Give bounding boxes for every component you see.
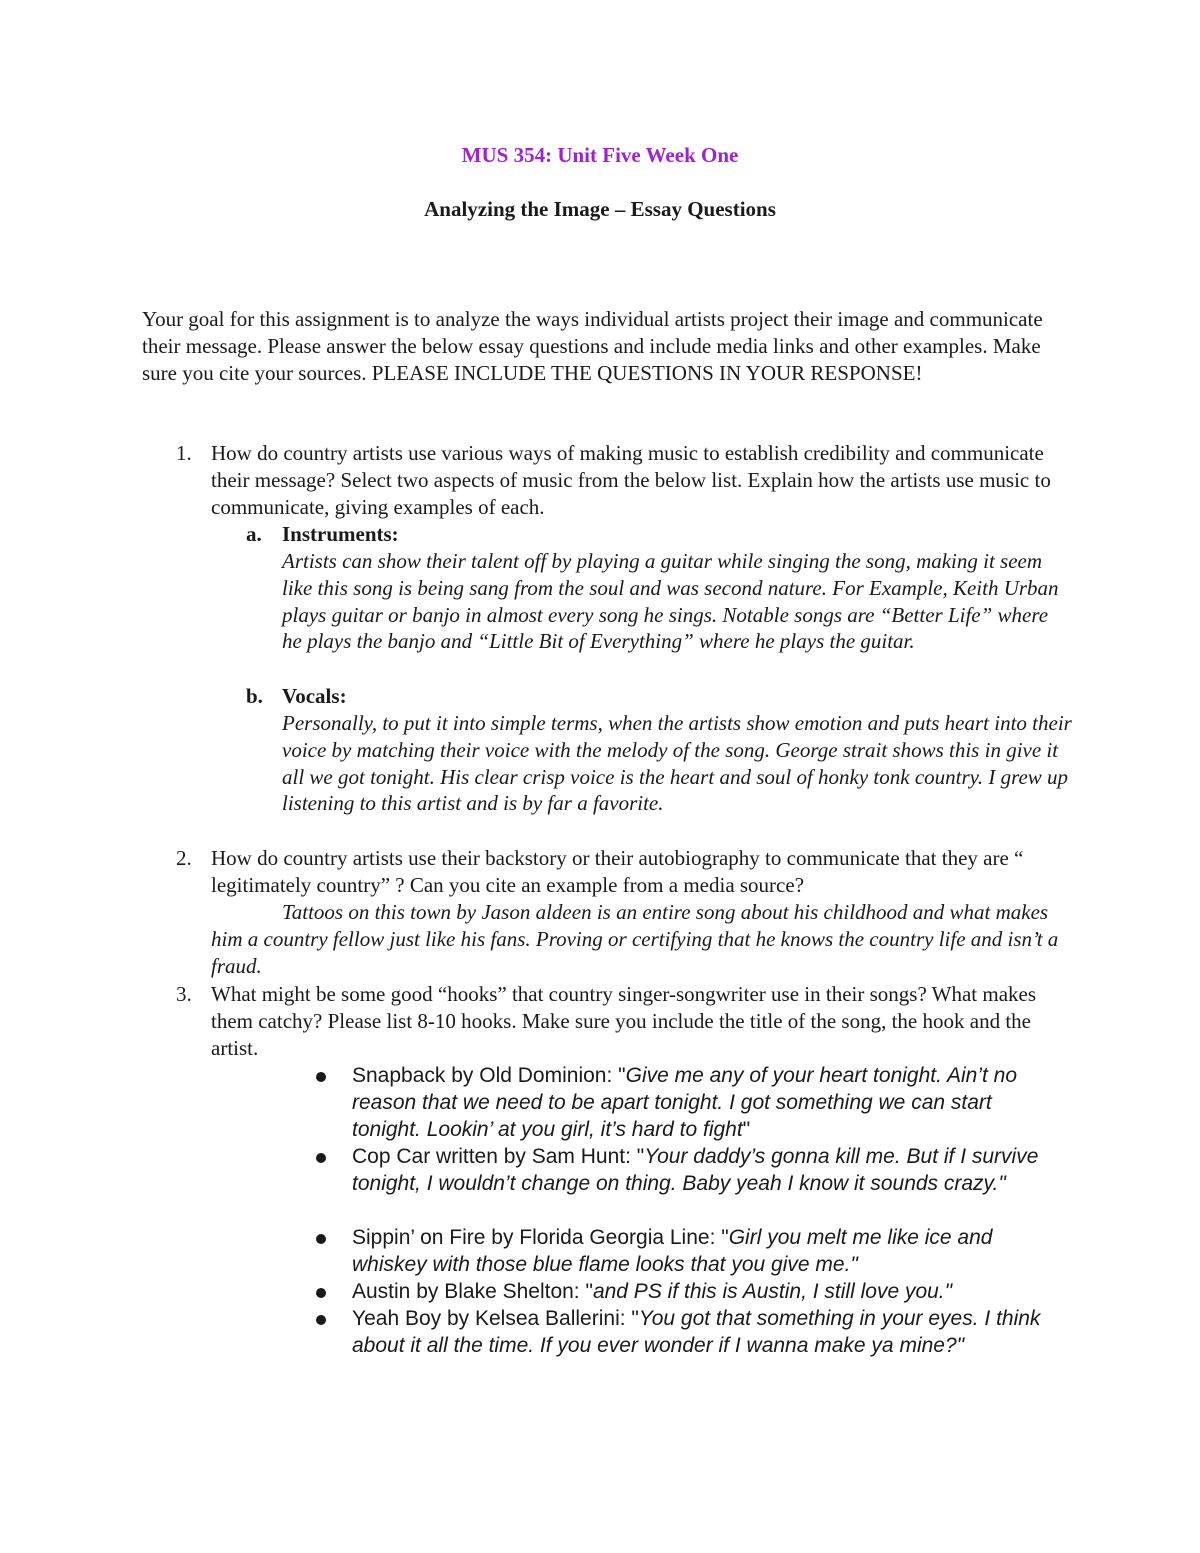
bullet-icon [316, 1234, 326, 1244]
intro-paragraph: Your goal for this assignment is to analyze the ways individual artists project their image and communicate their message. Please answer the below essay questions and include media links and other examples. Make sure you cite your sources. PLEASE INCLUDE THE QUESTIONS IN YOUR RESPONSE! [142, 307, 1043, 385]
question-text: What might be some good “hooks” that country singer-songwriter use in their songs? What makes them catchy? Please list 8-10 hooks. Make sure you include the title of the song, the hook and the artist. [211, 982, 1037, 1060]
sub-letter: a. [246, 522, 262, 546]
answer-text: Personally, to put it into simple terms, when the artists show emotion and puts heart into their voice by matching their voice with the melody of the song. George strait shows this in give it all we got tonight. His clear crisp voice is the heart and soul of honky tonk country. I grew up listening to this artist and is by far a favorite. [282, 711, 1072, 816]
question-text: How do country artists use their backstory or their autobiography to communicate that they are “ legitimately country” ? Can you cite an example from a media source? [211, 846, 1024, 897]
bullet-icon [316, 1288, 326, 1298]
question-number: 3. [176, 982, 192, 1006]
question-text: How do country artists use various ways of making music to establish credibility and communicate their message? Select two aspects of music from the below list. Explain how the artists use music to communicate, giving examples of each. [211, 441, 1051, 519]
course-title: MUS 354: Unit Five Week One [461, 143, 739, 167]
list-item [352, 1305, 1057, 1359]
answer-text: Artists can show their talent off by playing a guitar while singing the song, making it seem like this song is being sang from the soul and was second nature. For Example, Keith Urban plays guitar or banjo in almost every song he sings. Notable songs are “Better Life” where he plays the banjo and “Little Bit of Everything” where he plays the guitar. [282, 549, 1059, 654]
hook-quote: Girl you melt me like ice and whiskey with those blue flame looks that you give me." [352, 1226, 993, 1276]
bullet-icon [316, 1153, 326, 1163]
hook-end: " [742, 1118, 751, 1141]
bullet-icon [316, 1072, 326, 1082]
hook-quote: Your daddy’s gonna kill me. But if I survive tonight, I wouldn’t change on thing. Baby yeah I know it sounds crazy." [352, 1145, 1039, 1195]
list-item [352, 1278, 1057, 1305]
hook-quote: and PS if this is Austin, I still love you." [592, 1280, 953, 1303]
hook-quote: You got that something in your eyes. I think about it all the time. If you ever wonder if I wanna make ya mine?" [352, 1307, 1041, 1357]
answer-text: Tattoos on this town by Jason aldeen is an entire song about his childhood and what makes him a country fellow just like his fans. Proving or certifying that he knows the country life and isn’t a fraud. [211, 900, 1059, 978]
hook-song: Cop Car written by Sam Hunt: " [352, 1145, 645, 1168]
hook-quote: Give me any of your heart tonight. Ain’t no reason that we need to be apart tonight. I got something we can start tonight. Lookin’ at you girl, it’s hard to fight [352, 1064, 1018, 1141]
document-subtitle: Analyzing the Image – Essay Questions [424, 197, 776, 221]
question-number: 2. [176, 846, 192, 870]
hook-song: Austin by Blake Shelton: " [352, 1280, 593, 1303]
hook-song: Snapback by Old Dominion: " [352, 1064, 626, 1087]
sub-heading: Instruments: [282, 522, 399, 546]
bullet-icon [316, 1315, 326, 1325]
hook-song: Yeah Boy by Kelsea Ballerini: " [352, 1307, 639, 1330]
list-item [352, 1062, 1057, 1143]
hook-song: Sippin’ on Fire by Florida Georgia Line: " [352, 1226, 729, 1249]
sub-letter: b. [246, 684, 263, 708]
question-number: 1. [176, 441, 192, 465]
list-item [352, 1143, 1057, 1197]
list-item [352, 1224, 1057, 1278]
sub-heading: Vocals: [282, 684, 347, 708]
